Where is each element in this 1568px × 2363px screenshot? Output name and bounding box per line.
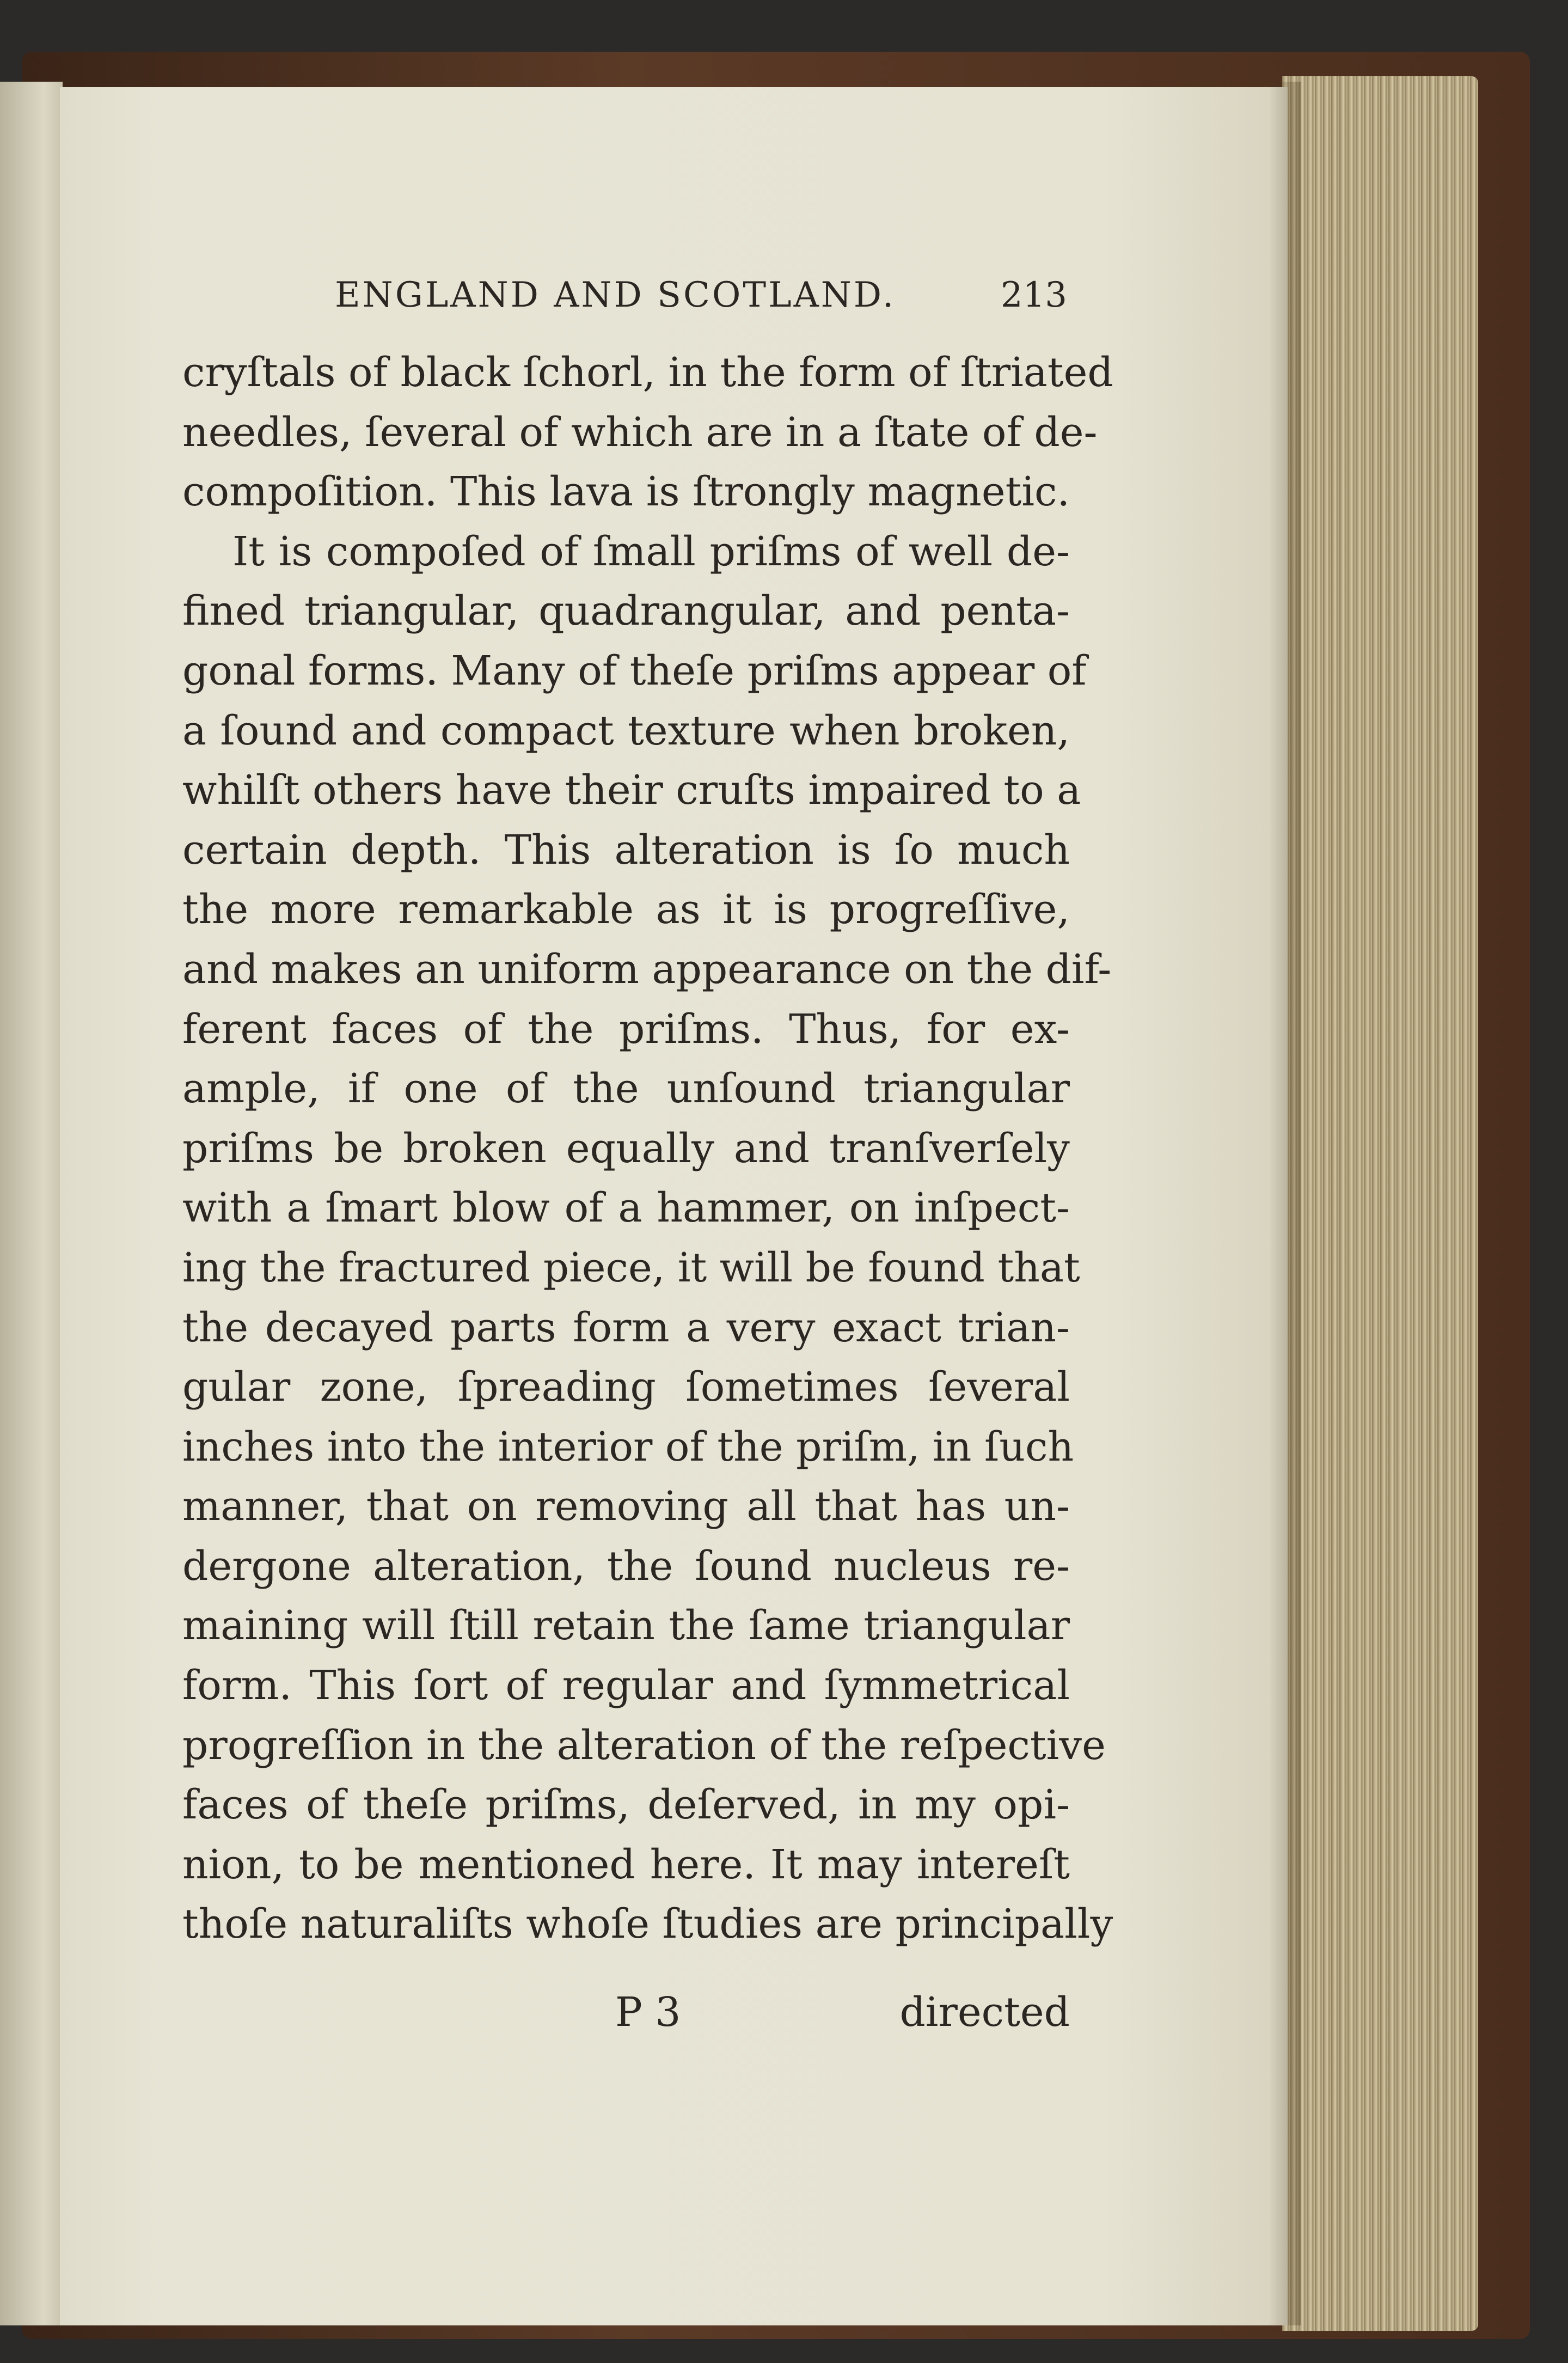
text-line: and makes an uniform appearance on the dif- — [182, 945, 1112, 993]
body-text — [182, 343, 1113, 1955]
text-line: maining will ſtill retain the ſame triangular — [182, 1602, 1070, 1650]
text-line: form. This ſort of regular and ſymmetrical — [182, 1662, 1070, 1709]
text-line: dergone alteration, the ſound nucleus re- — [182, 1542, 1070, 1590]
facing-page-edge — [0, 82, 63, 2325]
text-line: inches into the interior of the priſm, in ſuch — [182, 1423, 1074, 1470]
text-line: It is compoſed of ſmall priſms of well de- — [232, 528, 1070, 575]
catchword: directed — [899, 1989, 1070, 2036]
text-line: with a ſmart blow of a hammer, on inſpect- — [182, 1184, 1070, 1232]
text-line: nion, to be mentioned here. It may intereſt — [182, 1841, 1070, 1888]
page-number: 213 — [1000, 275, 1067, 315]
page-header — [335, 275, 1067, 319]
text-line: ing the fractured piece, it will be found that — [182, 1244, 1080, 1291]
signature-mark: P 3 — [615, 1989, 681, 2036]
text-line: gonal forms. Many of theſe priſms appear of — [182, 647, 1087, 694]
text-line: cryſtals of black ſchorl, in the form of ſtriated — [182, 349, 1113, 396]
text-line: whilſt others have their cruſts impaired to a — [182, 767, 1081, 814]
text-line: a ſound and compact texture when broken, — [182, 707, 1070, 754]
text-line: thoſe naturaliſts whoſe ſtudies are principally — [182, 1901, 1113, 1948]
page-block-edge — [1282, 76, 1478, 2331]
text-line: gular zone, ſpreading ſometimes ſeveral — [182, 1364, 1070, 1411]
text-line: the decayed parts form a very exact trian- — [182, 1304, 1070, 1351]
text-line: needles, ſeveral of which are in a ſtate of de- — [182, 408, 1098, 456]
text-line: ferent faces of the priſms. Thus, for ex- — [182, 1005, 1070, 1053]
text-line: ample, if one of the unſound triangular — [182, 1065, 1070, 1113]
page-footer — [182, 1982, 1070, 2042]
text-line: priſms be broken equally and tranſverſely — [182, 1125, 1070, 1172]
text-line: compoſition. This lava is ſtrongly magnetic. — [182, 468, 1070, 516]
text-line: the more remarkable as it is progreſſive, — [182, 886, 1070, 933]
text-line: progreſſion in the alteration of the reſpective — [182, 1721, 1106, 1769]
text-line: manner, that on removing all that has un- — [182, 1483, 1070, 1530]
text-line: fined triangular, quadrangular, and penta- — [182, 588, 1070, 635]
text-line: certain depth. This alteration is ſo much — [182, 826, 1070, 874]
gutter-shadow — [1269, 82, 1301, 2325]
text-line: faces of theſe priſms, deſerved, in my opi- — [182, 1781, 1070, 1829]
running-head: ENGLAND AND SCOTLAND. — [335, 275, 896, 315]
